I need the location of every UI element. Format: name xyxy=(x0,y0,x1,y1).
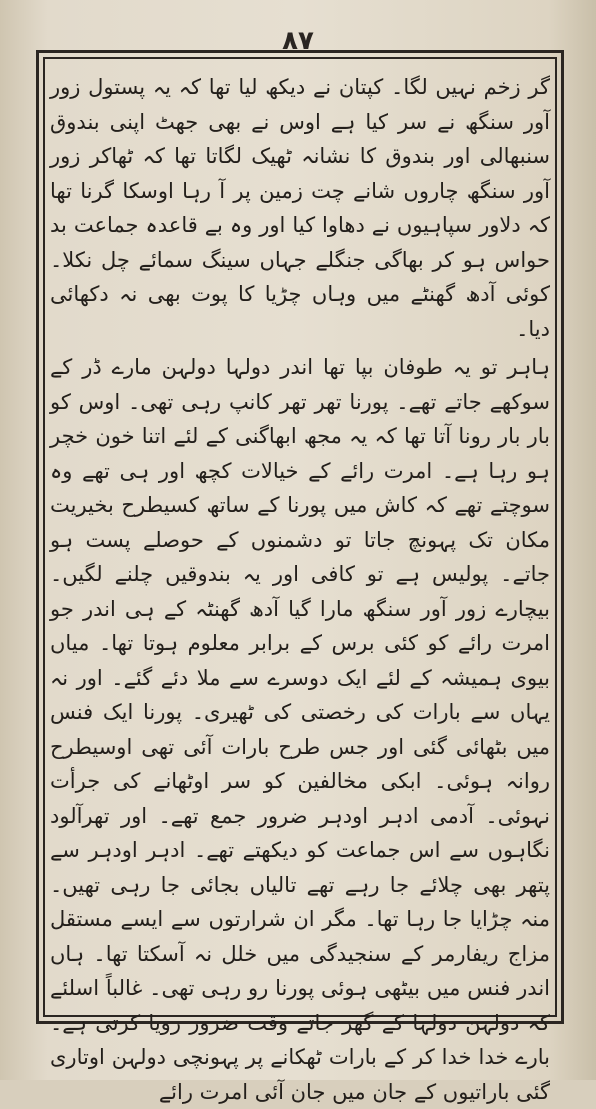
paragraph-2: ہاہر تو یہ طوفان بپا تھا اندر دولہا دولہن مارے ڈر کے سوکھے جاتے تھے۔ پورنا تھر تھر کانپ رہی تھی۔ اوس کو بار بار رونا آتا تھا کہ یہ مجھ ابھاگنی کے لئے اتنا خون خچر ہو رہا ہے۔ امرت رائے کے خیالات کچھ اور ہی تھے وہ سوچتے تھے کہ کاش میں پورنا کے ساتھ کسیطرح بخیریت مکان تک پہونچ جاتا تو دشمنوں کے حوصلے پست ہو جاتے۔ پولیس ہے تو کافی اور یہ بندوقیں چلنے لگیں۔ بیچارے زور آور سنگھ مارا گیا آدھ گھنٹہ کے ہی اندر جو امرت رائے کو کئی برس کے برابر معلوم ہوتا تھا۔ میاں بیوی ہمیشہ کے لئے ایک دوسرے سے ملا دئے گئے۔ اور نہ یہاں سے بارات کی رخصتی کی ٹھیری۔ پورنا ایک فنس میں بٹھائی گئی اور جس طرح بارات آئی تھی اوسیطرح روانہ ہوئی۔ ابکی مخالفین کو سر اوٹھانے کی جرأت نہوئی۔ آدمی ادہر اودہر ضرور جمع تھے۔ اور تھرآلود نگاہوں سے اس جماعت کو دیکھتے تھے۔ ادہر اودہر سے پتھر بھی چلائے جا رہے تھے تالیاں بجائی جا رہی تھیں۔ منہ چڑایا جا رہا تھا۔ مگر ان شرارتوں سے ایسے مستقل مزاج ریفارمر کے سنجیدگی میں خلل نہ آسکتا تھا۔ ہاں اندر فنس میں بیٹھی ہوئی پورنا رو رہی تھی۔ غالباً اسلئے کہ دولہن دولہا کے گھر جاتے وقت ضرور رویا کرتی ہے۔ بارے خدا خدا کر کے بارات ٹھکانے پر پہونچی دولہن اوتاری گئی باراتیوں کے جان میں جان آئی امرت رائے xyxy=(50,355,550,1104)
paragraph-1: گر زخم نہیں لگا۔ کپتان نے دیکھ لیا تھا کہ یہ پستول زور آور سنگھ نے سر کیا ہے اوس نے بھی جھٹ اپنی بندوق سنبھالی اور بندوق کا نشانہ ٹھیک لگاتا تھا کہ ٹھاکر زور آور سنگھ چاروں شانے چت زمین پر آ رہا اوسکا گرنا تھا کہ دلاور سپاہیوں نے دھاوا کیا اور وہ بے قاعدہ جماعت بد حواس ہو کر بھاگی جنگلے جہاں سینگ سمائے چل نکلا۔ کوئی آدھ گھنٹے میں وہاں چڑیا کا پوت بھی نہ دکھائی دیا۔ xyxy=(50,75,550,341)
body-text xyxy=(50,70,550,1104)
page-number: ۸۷ xyxy=(282,26,314,56)
